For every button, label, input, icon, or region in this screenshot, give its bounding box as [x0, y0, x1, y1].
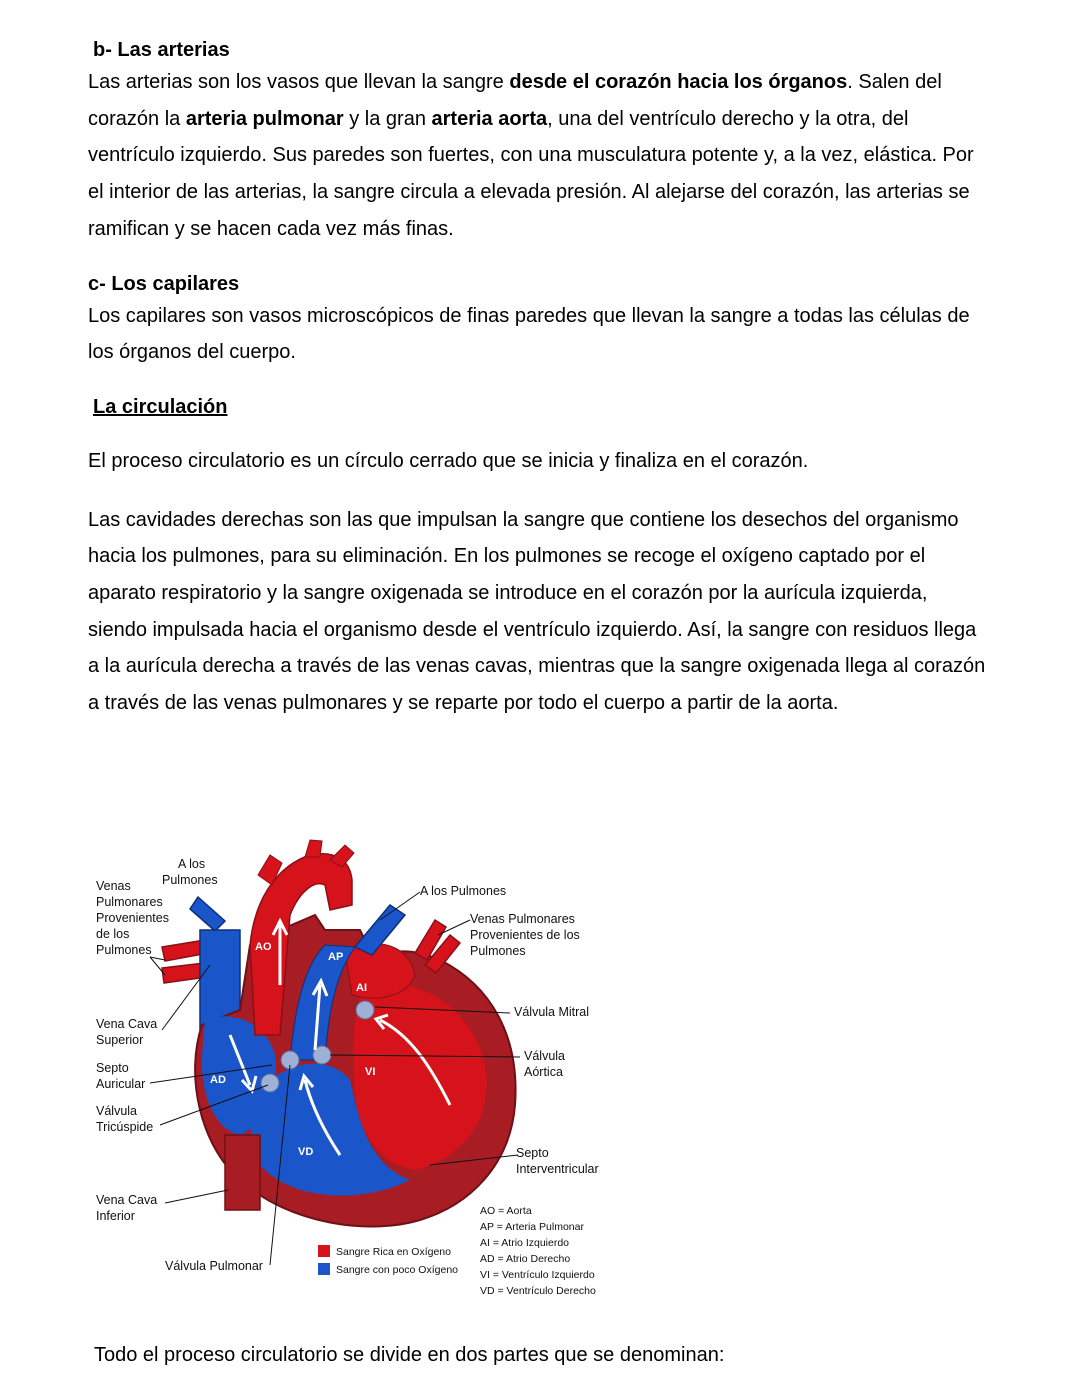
- aortic-branch: [305, 840, 322, 857]
- paragraph-final: Todo el proceso circulatorio se divide en dos partes que se denominan:: [94, 1344, 725, 1366]
- label-vena-cava-superior-1: Vena Cava: [96, 1017, 158, 1031]
- label-venas-pulmonares-right: Venas Pulmonares: [470, 912, 575, 926]
- document-body: [88, 36, 988, 722]
- label-valvula-tricuspide-2: Tricúspide: [96, 1120, 154, 1134]
- legend-rich-label: Sangre Rica en Oxígeno: [336, 1246, 451, 1258]
- label-ai: AI: [356, 982, 367, 994]
- label-vena-cava-inferior-1: Vena Cava: [96, 1193, 158, 1207]
- text-run: , una del ventrículo derecho y la otra, del ventrículo izquierdo. Sus paredes son fuertes, con una musculatura potente y, a la vez, elástica. Por el interior de las arterias, la sangre circula a elevada presión. Al alejarse del corazón, las arterias se ramifican y se hacen cada vez más finas.: [88, 107, 974, 240]
- label-septo-interventricular-2: Interventricular: [516, 1162, 599, 1176]
- heading-capilares: c- Los capilares: [88, 272, 240, 295]
- paragraph-capilares: Los capilares son vasos microscópicos de finas paredes que llevan la sangre a todas las células de los órganos del cuerpo.: [88, 304, 970, 364]
- label-vena-cava-superior-2: Superior: [96, 1033, 144, 1047]
- heart-diagram-svg: [90, 835, 620, 1305]
- label-valvula-aortica-2: Aórtica: [524, 1065, 563, 1079]
- pulmonary-artery-left-branch: [190, 897, 225, 931]
- label-ap: AP: [328, 951, 344, 963]
- heading-arterias: b- Las arterias: [93, 39, 230, 61]
- label-ao: AO: [255, 941, 272, 953]
- abbrev-ad: AD = Atrio Derecho: [480, 1253, 571, 1265]
- label-pulmonares: Pulmonares: [96, 895, 163, 909]
- heart-diagram: [90, 835, 620, 1305]
- label-provenientes: Provenientes: [96, 911, 169, 925]
- abbrev-ap: AP = Arteria Pulmonar: [480, 1221, 584, 1233]
- label-venas: Venas: [96, 879, 131, 893]
- text-run: . Salen del corazón la: [88, 71, 942, 130]
- abbrev-vd: VD = Ventrículo Derecho: [480, 1285, 596, 1297]
- label-valvula-tricuspide-1: Válvula: [96, 1104, 137, 1118]
- bold-run: arteria aorta: [431, 107, 548, 130]
- legend-poor-label: Sangre con poco Oxígeno: [336, 1264, 459, 1276]
- legend-swatch-rich: [318, 1245, 330, 1257]
- abbrev-vi: VI = Ventrículo Izquierdo: [480, 1269, 595, 1281]
- paragraph-proceso: El proceso circulatorio es un círculo cerrado que se inicia y finaliza en el corazón.: [88, 449, 809, 472]
- label-a-los: A los: [178, 857, 206, 871]
- mitral-valve-shape: [356, 1001, 374, 1019]
- paragraph-cavidades: Las cavidades derechas son las que impulsan la sangre que contiene los desechos del organismo hacia los pulmones, para su eliminación. En los pulmones se recoge el oxígeno captado por el aparato respiratorio y la sangre oxigenada se introduce en el corazón por la aurícula izquierda, siendo impulsada hacia el organismo desde el ventrículo izquierdo. Así, la sangre con residuos llega a la aurícula derecha a través de las venas cavas, mientras que la sangre oxigenada llega al corazón a través de las venas pulmonares y se reparte por todo el cuerpo a partir de la aorta.: [88, 508, 986, 715]
- label-a-los-pulmones-right: A los Pulmones: [420, 884, 507, 898]
- heading-circulacion: La circulación: [93, 395, 228, 418]
- label-pulmones: Pulmones: [162, 873, 218, 887]
- paragraph-arterias: [88, 64, 988, 248]
- label-pulmones-left: Pulmones: [96, 943, 152, 957]
- label-de-los: de los: [96, 927, 130, 941]
- leader-line: [165, 1190, 228, 1203]
- label-valvula-pulmonar: Válvula Pulmonar: [165, 1259, 263, 1273]
- bold-run: desde el corazón hacia los órganos: [509, 71, 848, 93]
- label-valvula-aortica-1: Válvula: [524, 1049, 565, 1063]
- label-pulmones-right: Pulmones: [470, 944, 526, 958]
- label-vd: VD: [298, 1146, 314, 1158]
- text-run: y la gran: [343, 107, 432, 130]
- label-valvula-mitral: Válvula Mitral: [514, 1005, 590, 1019]
- legend-swatch-poor: [318, 1263, 330, 1275]
- label-septo-auricular-2: Auricular: [96, 1077, 146, 1091]
- bold-run: arteria pulmonar: [185, 107, 344, 130]
- label-ad: AD: [210, 1074, 226, 1086]
- label-provenientes-right: Provenientes de los: [470, 928, 580, 942]
- text-run: Las arterias son los vasos que llevan la sangre: [88, 71, 510, 93]
- tricuspid-valve-shape: [261, 1074, 279, 1092]
- label-vena-cava-inferior-2: Inferior: [96, 1209, 135, 1223]
- label-septo-auricular-1: Septo: [96, 1061, 129, 1075]
- abbrev-ai: AI = Atrio Izquierdo: [480, 1237, 570, 1249]
- abbrev-ao: AO = Aorta: [480, 1205, 532, 1217]
- label-vi: VI: [365, 1066, 376, 1078]
- vena-cava-inferior-shape: [225, 1135, 260, 1210]
- label-septo-interventricular-1: Septo: [516, 1146, 549, 1160]
